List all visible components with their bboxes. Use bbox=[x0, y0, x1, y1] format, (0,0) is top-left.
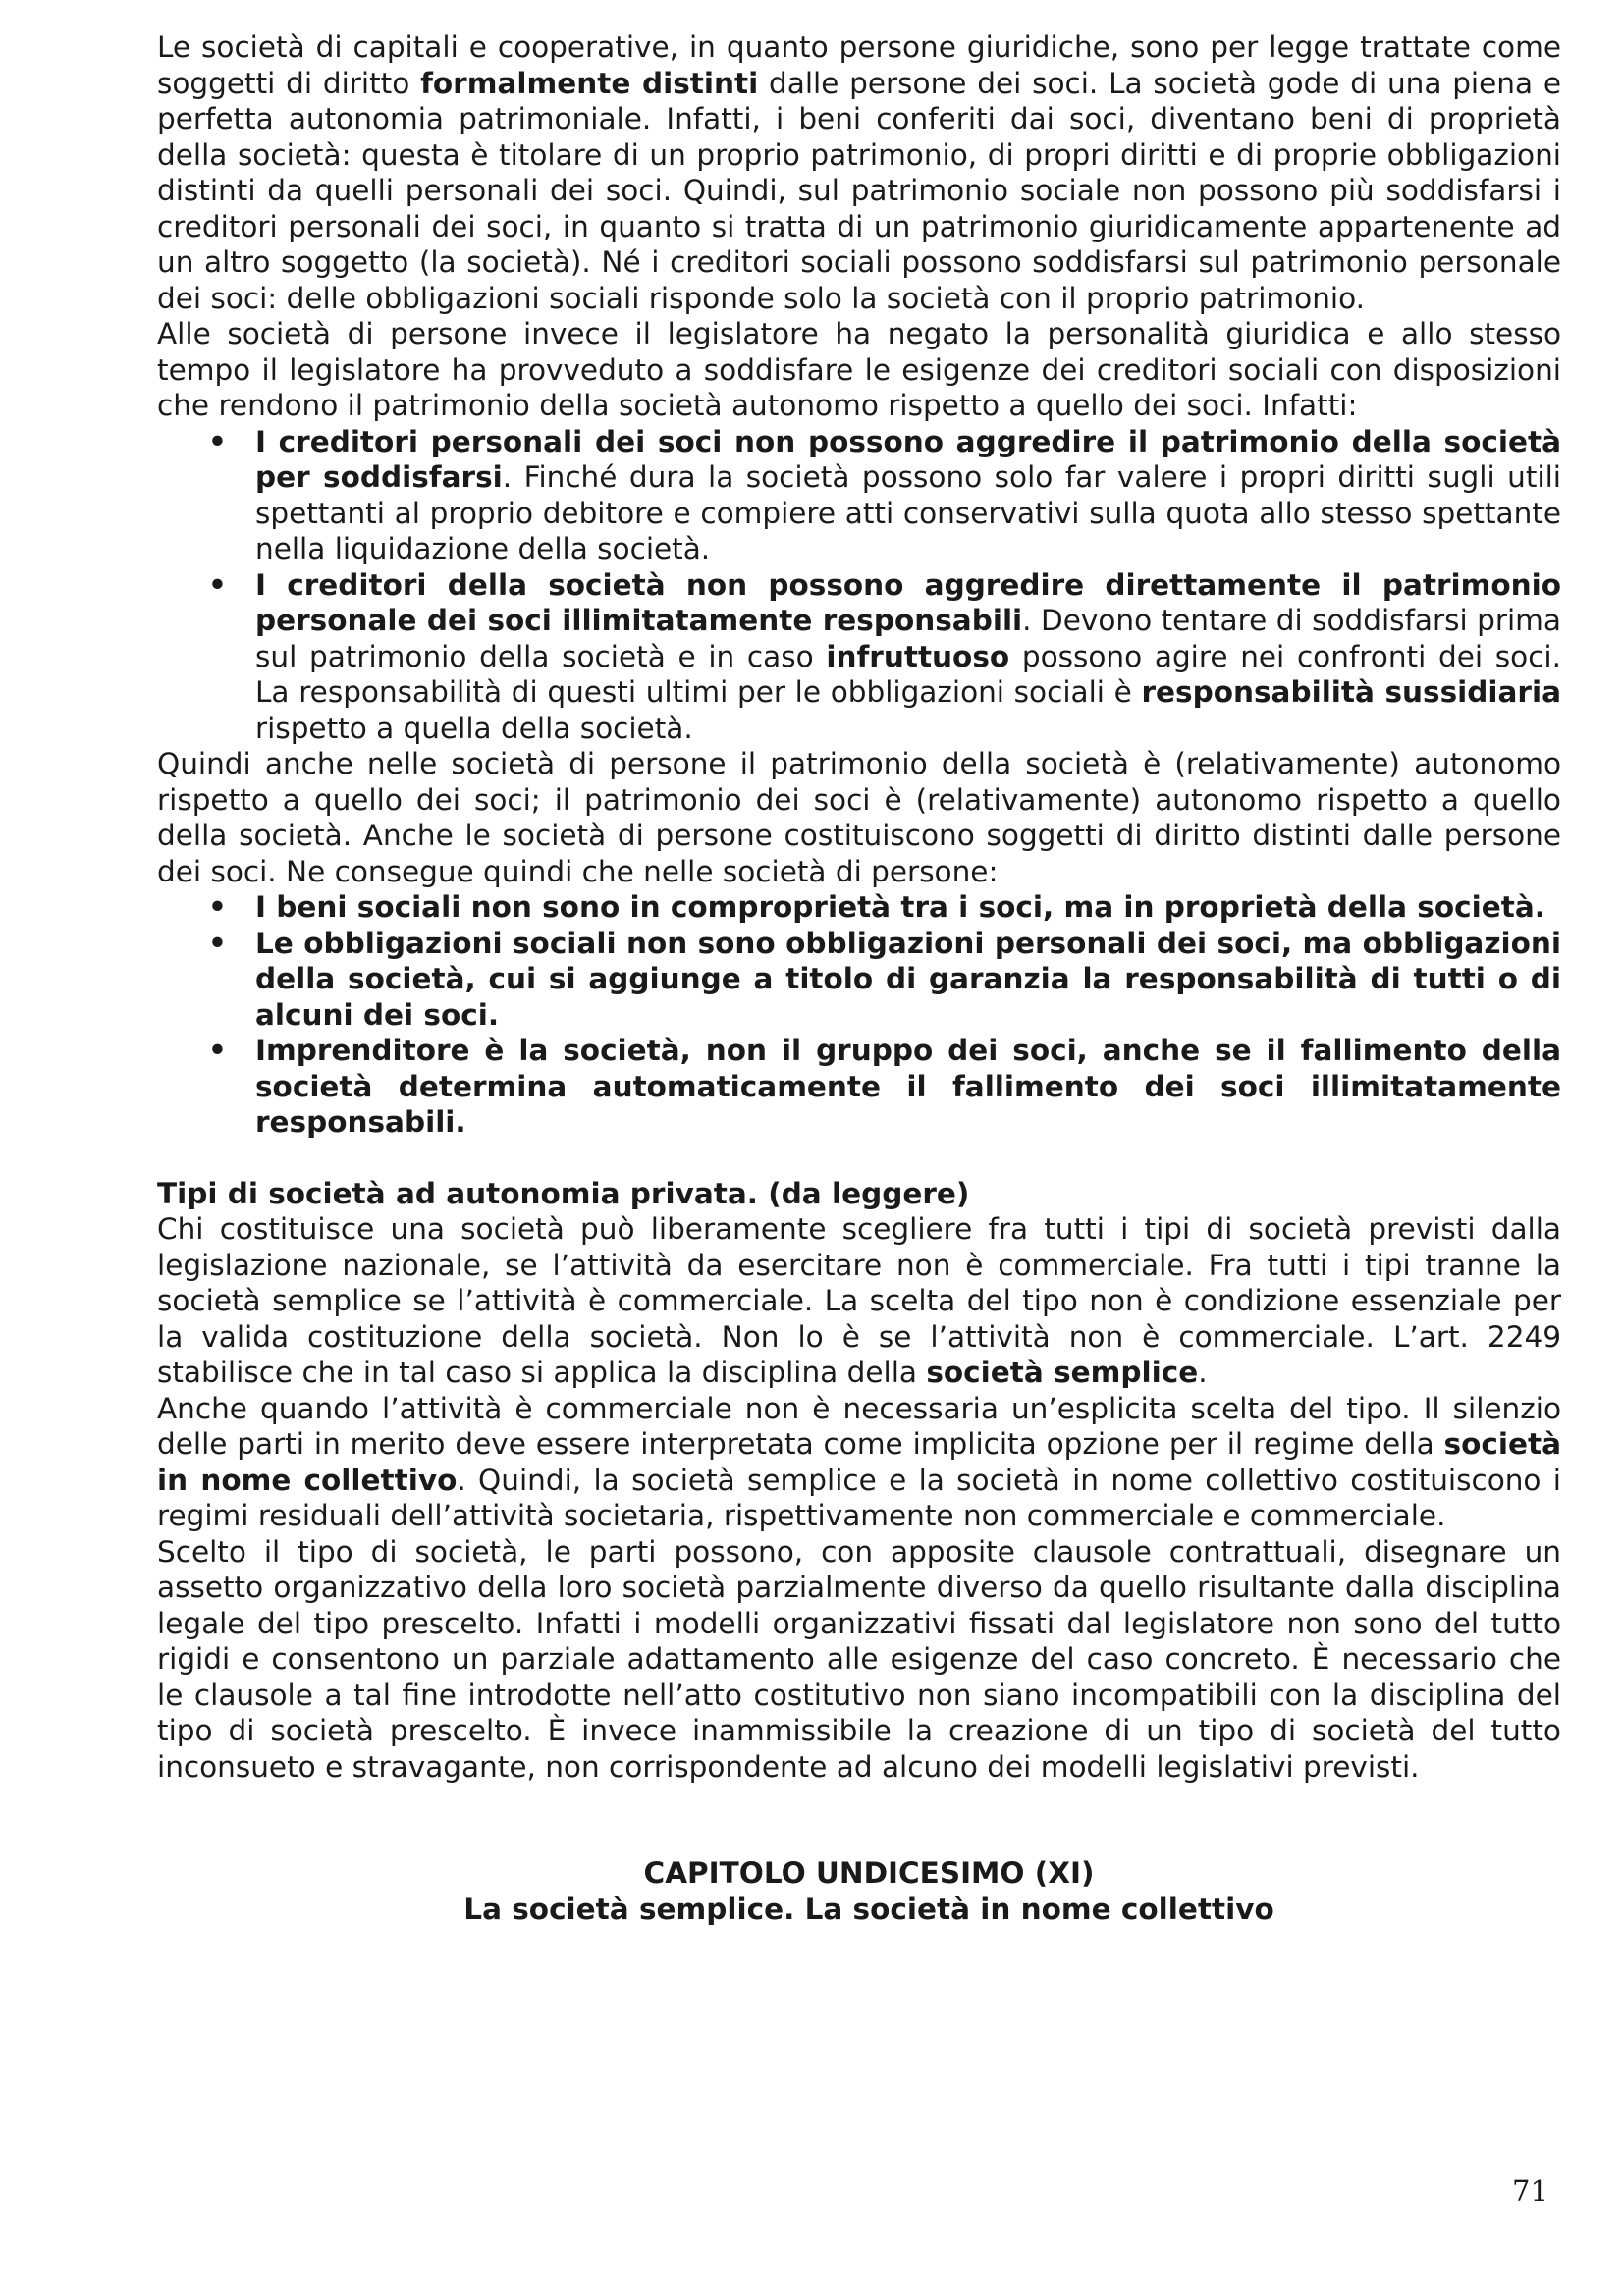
list-item bbox=[255, 926, 1561, 1034]
paragraph-intro-1 bbox=[157, 29, 1561, 316]
document-page bbox=[157, 29, 1561, 1927]
spacer bbox=[157, 1785, 1561, 1855]
creditors-list bbox=[157, 424, 1561, 747]
text-span: Chi costituisce una società può liberamente scegliere fra tutti i tipi di società previsti dalla legislazione nazionale, se l’attività da esercitare non è commerciale. Fra tutti i tipi tranne la società semplice se l’attività è commerciale. La scelta del tipo non è condizione essenziale per la valida costituzione della società. Non lo è se l’attività non è commerciale. L’art. 2249 stabilisce che in tal caso si applica la disciplina della bbox=[157, 1212, 1561, 1389]
consequences-list bbox=[157, 889, 1561, 1141]
bold-term: I beni sociali non sono in comproprietà tra i soci, ma in proprietà della società. bbox=[255, 890, 1545, 924]
paragraph-section-1 bbox=[157, 1211, 1561, 1391]
section-heading: Tipi di società ad autonomia privata. (da leggere) bbox=[157, 1176, 970, 1210]
list-item bbox=[255, 567, 1561, 747]
text-span: . Quindi, la società semplice e la società in nome collettivo costituiscono i regimi residuali dell’attività societaria, rispettivamente non commerciale e commerciale. bbox=[157, 1463, 1562, 1532]
bold-term: società semplice bbox=[926, 1356, 1199, 1389]
bold-term: società in nome collettivo bbox=[157, 1427, 1561, 1497]
text-span: . Devono tentare di soddisfarsi prima sul patrimonio della società e in caso bbox=[255, 604, 1561, 673]
bold-term: I creditori della società non possono aggredire direttamente il patrimonio personale dei soci illimitatamente responsabili bbox=[255, 567, 1561, 637]
bold-term: I creditori personali dei soci non possono aggredire il patrimonio della società per soddisfarsi bbox=[255, 424, 1561, 494]
list-item bbox=[255, 424, 1561, 567]
spacer bbox=[157, 1141, 1561, 1176]
bold-term: responsabilità sussidiaria bbox=[1141, 675, 1561, 709]
paragraph-section-3: Scelto il tipo di società, le parti possono, con apposite clausole contrattuali, disegnare un assetto organizzativo della loro società parzialmente diverso da quello risultante dalla disciplina legale del tipo prescelto. Infatti i modelli organizzativi fissati dal legislatore non sono del tutto rigidi e consentono un parziale adattamento alle esigenze del caso concreto. È necessario che le clausole a tal fine introdotte nell’atto costitutivo non siano incompatibili con la disciplina del tipo di società prescelto. È invece inammissibile la creazione di un tipo di società del tutto inconsueto e stravagante, non corrispondente ad alcuno dei modelli legislativi previsti. bbox=[157, 1534, 1561, 1784]
text-span: dalle persone dei soci. La società gode di una piena e perfetta autonomia patrimoniale. Infatti, i beni conferiti dai soci, diventano beni di proprietà della società: questa è titolare di un proprio patrimonio, di propri diritti e di proprie obbligazioni distinti da quelli personali dei soci. Quindi, sul patrimonio sociale non possono più soddisfarsi i creditori personali dei soci, in quanto si tratta di un patrimonio giuridicamente appartenente ad un altro soggetto (la società). Né i creditori sociali possono soddisfarsi sul patrimonio personale dei soci: delle obbligazioni sociali risponde solo la società con il proprio patrimonio. bbox=[157, 66, 1561, 315]
text-span: Le società di capitali e cooperative, in quanto persone giuridiche, sono per legge trattate come soggetti di diritto bbox=[157, 30, 1561, 100]
chapter-title: CAPITOLO UNDICESIMO (XI) bbox=[643, 1856, 1095, 1890]
paragraph-middle: Quindi anche nelle società di persone il patrimonio della società è (relativamente) autonomo rispetto a quello dei soci; il patrimonio dei soci è (relativamente) autonomo rispetto a quello della società. Anche le società di persone costituiscono soggetti di diritto distinti dalle persone dei soci. Ne consegue quindi che nelle società di persone: bbox=[157, 747, 1561, 888]
bold-term: Le obbligazioni sociali non sono obbligazioni personali dei soci, ma obbligazioni della società, cui si aggiunge a titolo di garanzia la responsabilità di tutti o di alcuni dei soci. bbox=[255, 926, 1561, 1032]
paragraph-intro-2: Alle società di persone invece il legislatore ha negato la personalità giuridica e allo stesso tempo il legislatore ha provveduto a soddisfare le esigenze dei creditori sociali con disposizioni che rendono il patrimonio della società autonomo rispetto a quello dei soci. Infatti: bbox=[157, 317, 1561, 422]
text-span: possono agire nei confronti dei soci. La responsabilità di questi ultimi per le obbligazioni sociali è bbox=[255, 639, 1561, 709]
bold-term: infruttuoso bbox=[826, 639, 1010, 673]
bold-term: Imprenditore è la società, non il gruppo dei soci, anche se il fallimento della società determina automaticamente il fallimento dei soci illimitatamente responsabili. bbox=[255, 1034, 1561, 1139]
text-span: Anche quando l’attività è commerciale non è necessaria un’esplicita scelta del tipo. Il silenzio delle parti in merito deve essere interpretata come implicita opzione per il regime della bbox=[157, 1391, 1561, 1461]
chapter-subtitle: La società semplice. La società in nome collettivo bbox=[463, 1892, 1274, 1926]
list-item bbox=[255, 889, 1561, 926]
text-span: . bbox=[1198, 1356, 1208, 1389]
paragraph-section-2 bbox=[157, 1391, 1561, 1534]
text-span: . Finché dura la società possono solo far valere i propri diritti sugli utili spettanti al proprio debitore e compiere atti conservativi sulla quota allo stesso spettante nella liquidazione della società. bbox=[255, 460, 1561, 565]
page-number: 71 bbox=[1512, 2174, 1548, 2208]
text-span: rispetto a quella della società. bbox=[255, 711, 693, 745]
list-item bbox=[255, 1033, 1561, 1141]
bold-term: formalmente distinti bbox=[420, 66, 759, 100]
